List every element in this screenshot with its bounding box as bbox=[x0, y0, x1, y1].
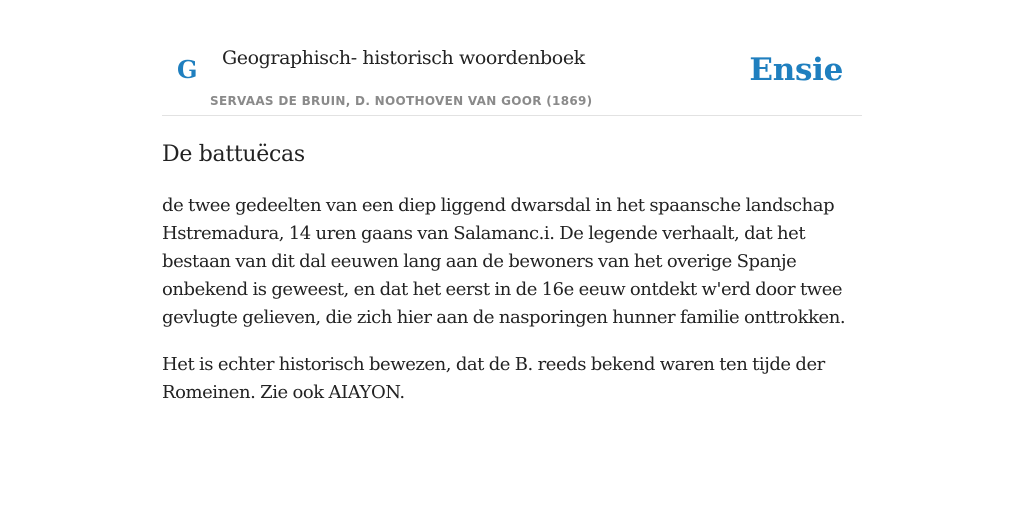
dictionary-logo[interactable]: G bbox=[177, 55, 198, 84]
book-authors: SERVAAS DE BRUIN, D. NOOTHOVEN VAN GOOR (1869) bbox=[210, 94, 593, 108]
ensie-logo-link[interactable]: Ensie bbox=[749, 52, 843, 88]
entry-paragraph-1: de twee gedeelten van een diep liggend dwarsdal in het spaansche landschap Hstremadura, 14 uren gaans van Salamanc.i. De legende verhaalt, dat het bestaan van dit dal eeuwen lang aan de bewoners van het overige Spanje onbekend is geweest, en dat het eerst in de 16e eeuw ontdekt w'erd door twee gevlugte gelieven, die zich hier aan de nasporingen hunner familie onttrokken. bbox=[162, 195, 846, 328]
entry-paragraph-2: Het is echter historisch bewezen, dat de B. reeds bekend waren ten tijde der Romeinen. Zie ook AIAYON. bbox=[162, 354, 825, 403]
entry-title: De battuëcas bbox=[162, 142, 305, 167]
entry-content bbox=[162, 192, 862, 426]
header bbox=[162, 30, 862, 116]
book-title-link[interactable]: Geographisch- historisch woordenboek bbox=[222, 47, 585, 69]
